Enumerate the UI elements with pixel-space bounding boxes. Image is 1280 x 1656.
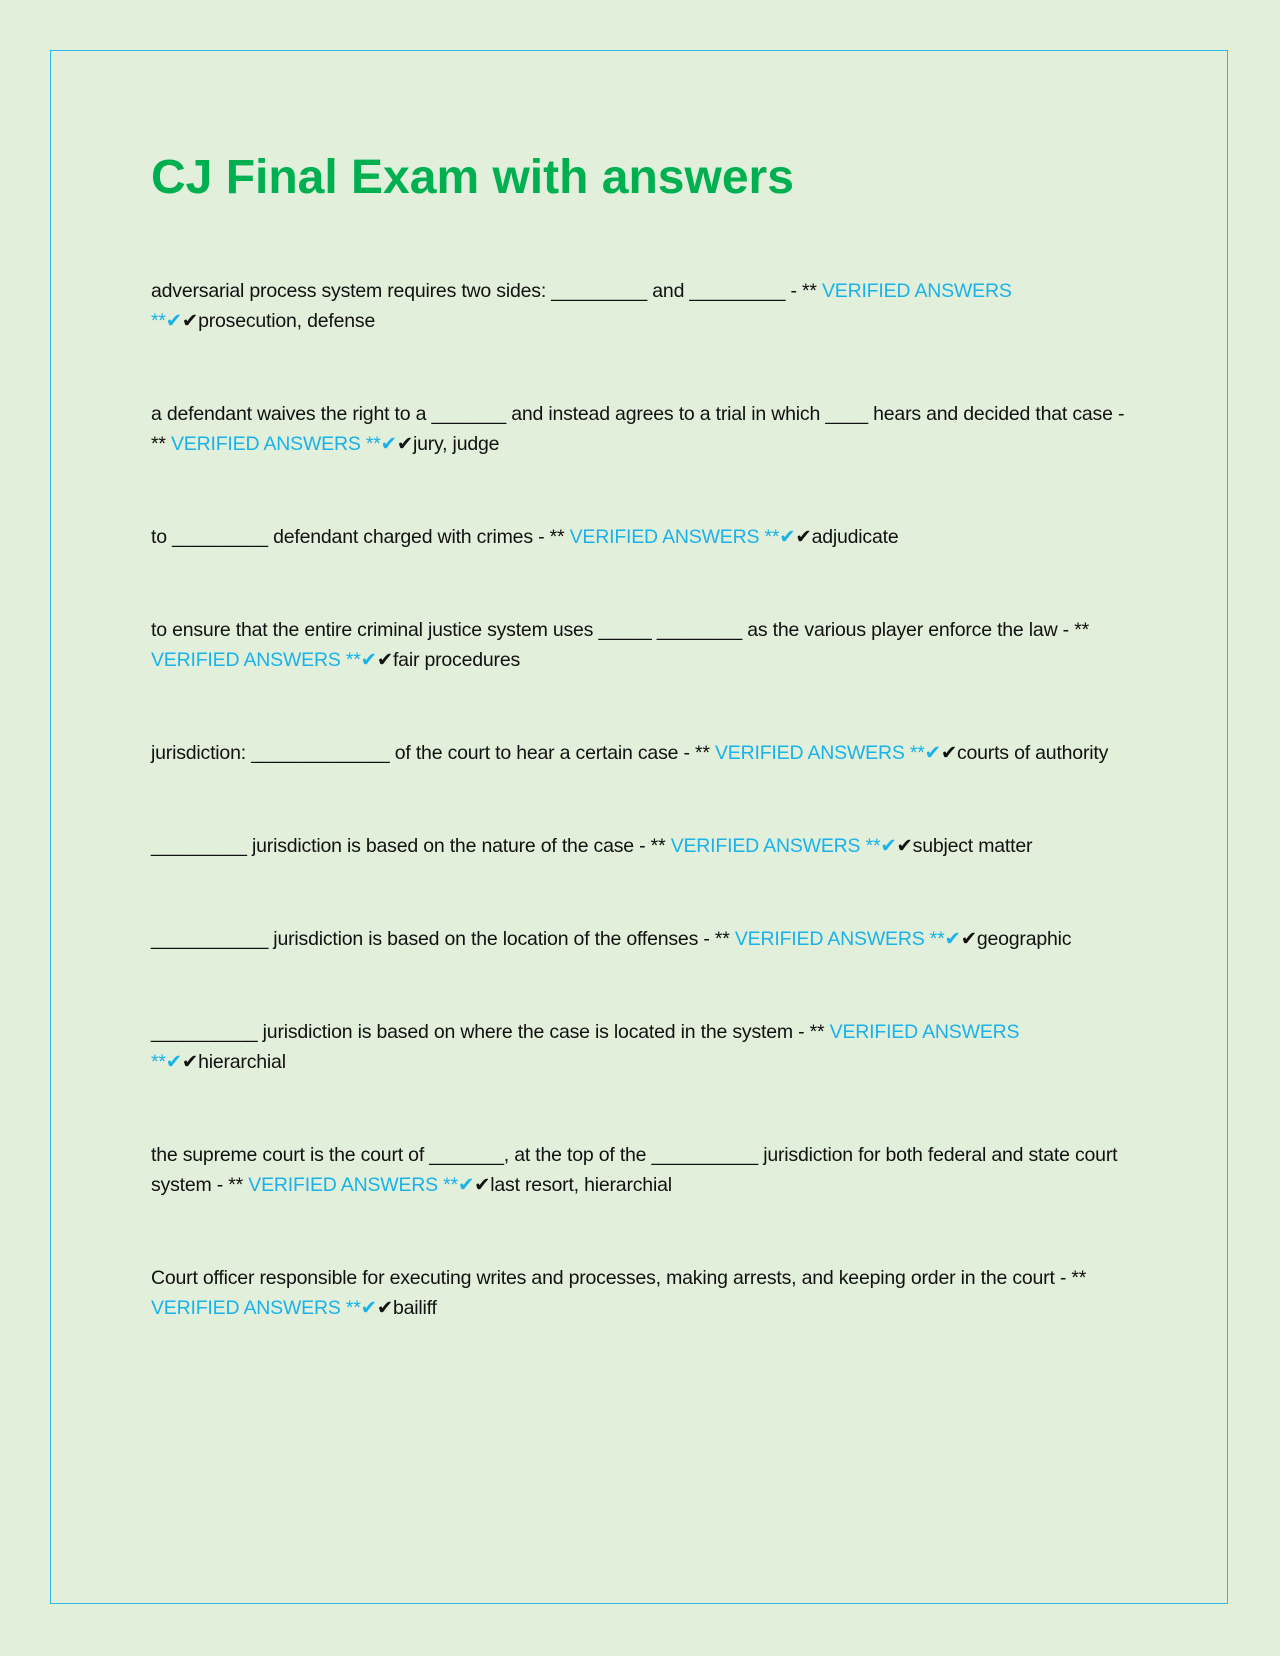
check-black-icon: ✔: [181, 1051, 199, 1073]
check-black-icon: ✔: [960, 928, 977, 950]
question-text: __________ jurisdiction is based on where the case is located in the system: [151, 1021, 793, 1043]
answer-text: courts of authority: [956, 742, 1109, 764]
separator: - **: [532, 526, 570, 548]
question-item: [151, 399, 1126, 459]
check-blue-icon: ✔: [880, 835, 897, 857]
question-text: to _________ defendant charged with crimes: [151, 526, 533, 548]
verified-stars: **: [759, 526, 780, 548]
verified-label: VERIFIED ANSWERS: [715, 742, 905, 764]
question-item: [151, 1263, 1126, 1323]
verified-label: VERIFIED ANSWERS: [248, 1174, 438, 1196]
separator: - **: [151, 403, 1125, 455]
separator: - **: [678, 742, 715, 764]
verified-label: VERIFIED ANSWERS: [151, 649, 341, 671]
verified-label: VERIFIED ANSWERS: [734, 928, 925, 950]
question-item: [151, 615, 1126, 675]
question-text: jurisdiction: _____________ of the court to hear a certain case: [151, 742, 679, 764]
question-text: _________ jurisdiction is based on the nature of the case: [151, 835, 634, 857]
verified-label: VERIFIED ANSWERS: [151, 1297, 341, 1319]
check-black-icon: ✔: [795, 526, 812, 548]
separator: - **: [785, 280, 822, 302]
verified-stars: **: [924, 928, 945, 950]
question-item: [151, 924, 1126, 954]
verified-stars: **: [860, 835, 881, 857]
answer-text: bailiff: [392, 1297, 437, 1319]
separator: - **: [633, 835, 671, 857]
check-black-icon: ✔: [376, 1297, 393, 1319]
question-item: [151, 1140, 1126, 1200]
question-item: [151, 1017, 1126, 1077]
question-item: [151, 276, 1126, 336]
question-item: [151, 522, 1126, 552]
check-blue-icon: ✔: [457, 1174, 475, 1196]
verified-stars: **: [340, 649, 361, 671]
check-blue-icon: ✔: [779, 526, 796, 548]
question-item: [151, 738, 1126, 768]
answer-text: last resort, hierarchial: [490, 1174, 672, 1196]
question-text: the supreme court is the court of _______, at the top of the __________ jurisdiction for both federal and state court system: [151, 1144, 1118, 1196]
check-blue-icon: ✔: [944, 928, 961, 950]
check-blue-icon: ✔: [380, 433, 397, 455]
check-black-icon: ✔: [940, 742, 957, 764]
verified-label: VERIFIED ANSWERS: [670, 835, 861, 857]
verified-stars: **: [360, 433, 381, 455]
question-list: [151, 276, 1126, 1386]
check-blue-icon: ✔: [165, 310, 182, 332]
question-text: to ensure that the entire criminal justice system uses _____ ________ as the various player enforce the law: [151, 619, 1058, 641]
answer-text: geographic: [976, 928, 1072, 950]
verified-stars: **: [437, 1174, 458, 1196]
verified-label: VERIFIED ANSWERS: [821, 280, 1012, 302]
check-black-icon: ✔: [396, 433, 413, 455]
separator: - **: [1057, 619, 1089, 641]
separator: - **: [792, 1021, 830, 1043]
separator: - **: [698, 928, 735, 950]
question-text: ___________ jurisdiction is based on the location of the offenses: [151, 928, 699, 950]
document-title: CJ Final Exam with answers: [151, 151, 794, 204]
check-blue-icon: ✔: [924, 742, 941, 764]
check-black-icon: ✔: [896, 835, 913, 857]
check-black-icon: ✔: [474, 1174, 491, 1196]
question-item: [151, 831, 1126, 861]
answer-text: subject matter: [912, 835, 1033, 857]
verified-stars: **: [151, 1051, 166, 1073]
check-black-icon: ✔: [376, 649, 393, 671]
answer-text: jury, judge: [412, 433, 500, 455]
verified-label: VERIFIED ANSWERS: [829, 1021, 1020, 1043]
separator: - **: [211, 1174, 249, 1196]
verified-stars: **: [340, 1297, 361, 1319]
answer-text: adjudicate: [811, 526, 899, 548]
verified-stars: **: [904, 742, 925, 764]
check-blue-icon: ✔: [360, 1297, 377, 1319]
verified-label: VERIFIED ANSWERS: [171, 433, 361, 455]
answer-text: fair procedures: [392, 649, 521, 671]
separator: - **: [1054, 1267, 1087, 1289]
verified-stars: **: [151, 310, 166, 332]
answer-text: hierarchial: [198, 1051, 286, 1073]
question-text: adversarial process system requires two sides: _________ and _________: [151, 280, 786, 302]
check-blue-icon: ✔: [165, 1051, 182, 1073]
question-text: Court officer responsible for executing writes and processes, making arrests, and keeping order in the court: [151, 1267, 1055, 1289]
check-black-icon: ✔: [181, 310, 199, 332]
check-blue-icon: ✔: [360, 649, 377, 671]
answer-text: prosecution, defense: [198, 310, 376, 332]
question-text: a defendant waives the right to a _______ and instead agrees to a trial in which ____ hears and decided that case: [151, 403, 1113, 425]
verified-label: VERIFIED ANSWERS: [569, 526, 760, 548]
